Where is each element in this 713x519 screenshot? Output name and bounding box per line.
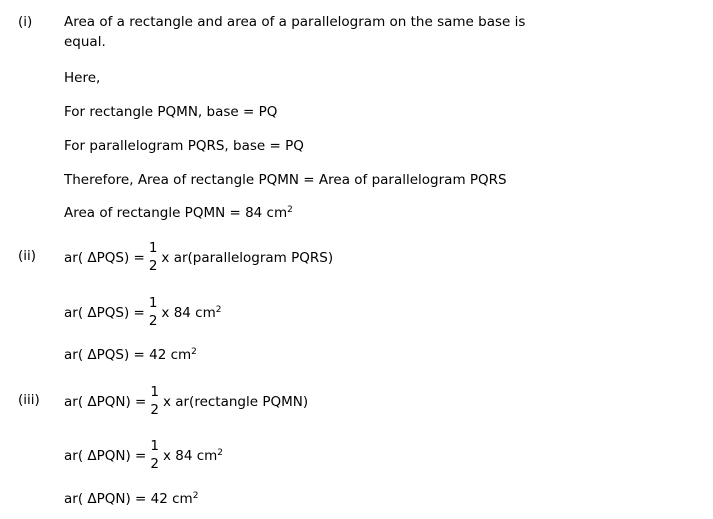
- denominator: 2: [148, 313, 158, 329]
- equation: [64, 295, 221, 331]
- area-line: [64, 205, 293, 221]
- eq-rhs: x ar(rectangle PQMN): [162, 394, 309, 410]
- fraction: [149, 294, 158, 330]
- denominator: 2: [148, 258, 158, 274]
- superscript: 2: [192, 491, 199, 501]
- eq-rhs: x 84 cm: [162, 448, 218, 464]
- numerator: 1: [150, 384, 159, 400]
- numerator: 1: [150, 438, 159, 454]
- superscript: 2: [215, 305, 222, 315]
- part-label: (iii): [18, 392, 40, 408]
- eq-lhs: ar( ΔPQS) =: [64, 250, 145, 266]
- numerator: 1: [148, 295, 158, 311]
- text-line: For parallelogram PQRS, base = PQ: [64, 138, 304, 154]
- part-label: (ii): [18, 248, 37, 264]
- eq-text: ar( ΔPQS) = 42 cm: [64, 347, 192, 363]
- superscript: 2: [217, 448, 224, 458]
- eq-text: ar( ΔPQN) = 42 cm: [64, 491, 193, 507]
- text-line: Therefore, Area of rectangle PQMN = Area of parallelogram PQRS: [64, 172, 507, 188]
- text-line: For rectangle PQMN, base = PQ: [64, 104, 278, 120]
- superscript: 2: [191, 347, 197, 357]
- superscript: 2: [287, 205, 293, 215]
- fraction: [150, 383, 159, 419]
- denominator: 2: [150, 456, 159, 472]
- numerator: 1: [148, 240, 158, 256]
- equation: [64, 384, 308, 420]
- eq-lhs: ar( ΔPQS) =: [64, 305, 145, 321]
- text-line: Here,: [64, 70, 101, 86]
- equation: [64, 347, 197, 363]
- eq-rhs: x ar(parallelogram PQRS): [161, 250, 334, 266]
- equation: [64, 240, 333, 276]
- denominator: 2: [150, 402, 159, 418]
- text-line: Area of a rectangle and area of a parallelogram on the same base is: [64, 14, 526, 30]
- fraction: [150, 437, 159, 473]
- equation: [64, 438, 223, 474]
- text-line: equal.: [64, 34, 106, 50]
- fraction: [149, 239, 158, 275]
- eq-lhs: ar( ΔPQN) =: [64, 394, 147, 410]
- eq-rhs: x 84 cm: [161, 305, 216, 321]
- part-label: (i): [18, 14, 33, 30]
- equation: [64, 491, 198, 507]
- eq-lhs: ar( ΔPQN) =: [64, 448, 147, 464]
- area-text: Area of rectangle PQMN = 84 cm: [64, 205, 288, 221]
